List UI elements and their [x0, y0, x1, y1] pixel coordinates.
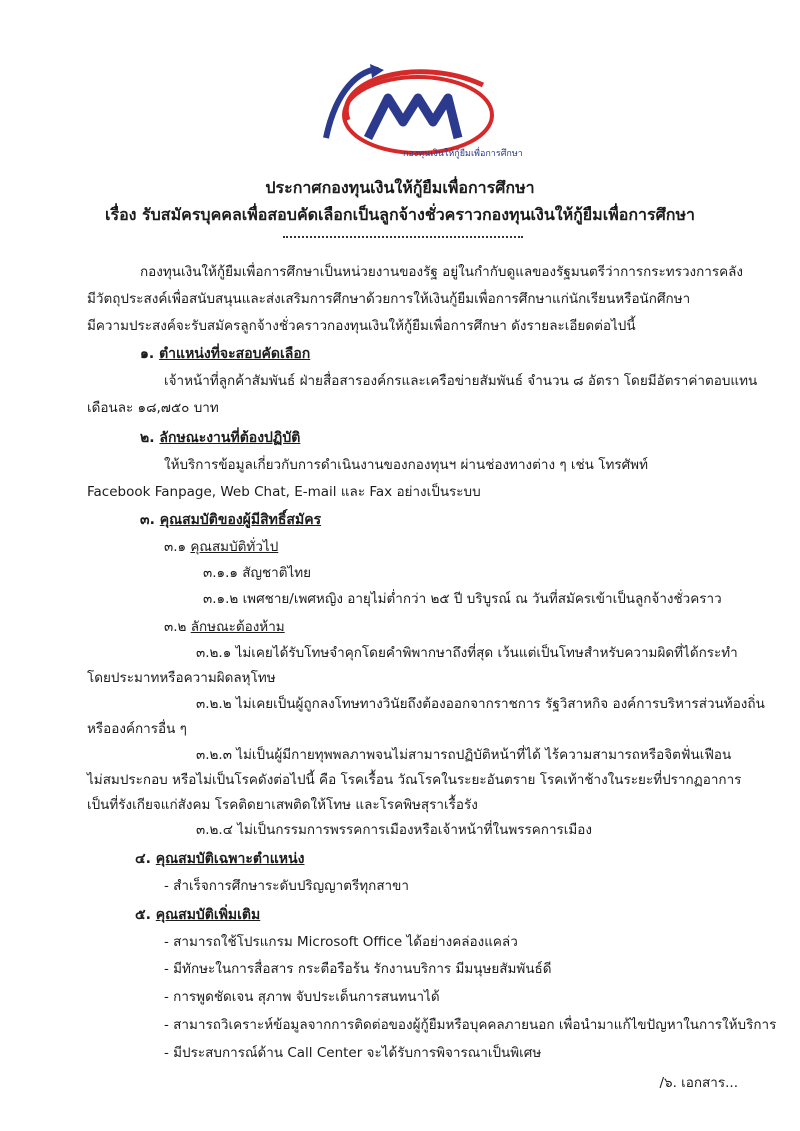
subsection-3-1-heading — [164, 537, 278, 557]
section-5-title: คุณสมบัติเพิ่มเติม — [155, 907, 261, 923]
section-5-item-1: - สามารถใช้โปรแกรม Microsoft Office ได้อย่างคล่องแคล่ว — [164, 934, 518, 950]
section-5-item-4: - สามารถวิเคราะห์ข้อมูลจากการติดต่อของผู้กู้ยืมหรือบุคคลภายนอก เพื่อนำมาแก้ไขปัญหาในการให้บริการ — [164, 1017, 777, 1033]
item-3-2-2: ๓.๒.๒ ไม่เคยเป็นผู้ถูกลงโทษทางวินัยถึงต้องออกจากราชการ รัฐวิสาหกิจ องค์การบริหารส่วนท้องถิ่น — [196, 696, 765, 712]
section-1-line-1: เจ้าหน้าที่ลูกค้าสัมพันธ์ ฝ่ายสื่อสารองค์กรและเครือข่ายสัมพันธ์ จำนวน ๘ อัตรา โดยมีอัตราค่าตอบแทน — [164, 373, 758, 389]
logo-graphic — [308, 60, 523, 160]
section-3-heading — [140, 510, 321, 530]
section-2-number: ๒. — [140, 430, 155, 446]
item-3-2-4: ๓.๒.๔ ไม่เป็นกรรมการพรรคการเมืองหรือเจ้าหน้าที่ในพรรคการเมือง — [196, 822, 592, 838]
intro-line-1: กองทุนเงินให้กู้ยืมเพื่อการศึกษาเป็นหน่วยงานของรัฐ อยู่ในกำกับดูแลของรัฐมนตรีว่าการกระทรวงการคลัง — [140, 264, 744, 280]
item-3-1-2: ๓.๑.๒ เพศชาย/เพศหญิง อายุไม่ต่ำกว่า ๒๕ ปี บริบูรณ์ ณ วันที่สมัครเข้าเป็นลูกจ้างชั่วคราว — [203, 591, 722, 607]
announcement-title: ประกาศกองทุนเงินให้กู้ยืมเพื่อการศึกษา — [265, 178, 535, 197]
section-3-title: คุณสมบัติของผู้มีสิทธิ์สมัคร — [159, 512, 322, 528]
section-2-heading — [140, 428, 300, 448]
item-3-1-1: ๓.๑.๑ สัญชาติไทย — [203, 565, 312, 581]
section-1-line-2: เดือนละ ๑๘,๗๕๐ บาท — [87, 400, 219, 416]
section-2-title: ลักษณะงานที่ต้องปฏิบัติ — [159, 430, 301, 446]
intro-line-2: มีวัตถุประสงค์เพื่อสนับสนุนและส่งเสริมการศึกษาด้วยการให้เงินกู้ยืมเพื่อการศึกษาแก่นักเรียนหรือนักศึกษา — [87, 291, 691, 307]
subsection-3-2-heading — [164, 617, 285, 637]
item-3-2-3: ๓.๒.๓ ไม่เป็นผู้มีกายทุพพลภาพจนไม่สามารถปฏิบัติหน้าที่ได้ ไร้ความสามารถหรือจิตฟั่นเฟือน — [196, 747, 732, 763]
section-4-title: คุณสมบัติเฉพาะตำแหน่ง — [155, 851, 305, 867]
section-2-line-1: ให้บริการข้อมูลเกี่ยวกับการดำเนินงานของกองทุนฯ ผ่านช่องทางต่าง ๆ เช่น โทรศัพท์ — [164, 457, 648, 473]
subsection-3-2-number: ๓.๒ — [164, 619, 187, 635]
section-5-item-5: - มีประสบการณ์ด้าน Call Center จะได้รับการพิจารณาเป็นพิเศษ — [164, 1045, 542, 1061]
section-4-number: ๔. — [135, 851, 151, 867]
item-3-2-2-cont: หรือองค์การอื่น ๆ — [87, 721, 187, 737]
item-3-2-3-cont-2: เป็นที่รังเกียจแก่สังคม โรคติดยาเสพติดให้โทษ และโรคพิษสุราเรื้อรัง — [87, 797, 478, 813]
section-2-line-2: Facebook Fanpage, Web Chat, E-mail และ Fax อย่างเป็นระบบ — [87, 484, 481, 500]
subsection-3-2-title: ลักษณะต้องห้าม — [190, 619, 285, 635]
subsection-3-1-title: คุณสมบัติทั่วไป — [190, 539, 279, 555]
item-3-2-3-cont-1: ไม่สมประกอบ หรือไม่เป็นโรคดังต่อไปนี้ คือ โรคเรื้อน วัณโรคในระยะอันตราย โรคเท้าช้างในระยะที่ปรากฏอาการ — [87, 772, 742, 788]
section-5-number: ๕. — [135, 907, 151, 923]
section-1-heading — [140, 344, 310, 364]
item-3-2-1-cont: โดยประมาทหรือความผิดลหุโทษ — [87, 670, 276, 686]
section-1-title: ตำแหน่งที่จะสอบคัดเลือก — [159, 346, 311, 362]
logo-caption: กองทุนเงินให้กู้ยืมเพื่อการศึกษา — [403, 149, 523, 159]
section-4-item-1: - สำเร็จการศึกษาระดับปริญญาตรีทุกสาขา — [164, 878, 409, 894]
section-1-number: ๑. — [140, 346, 155, 362]
continued-on-next-page: /๖. เอกสาร... — [659, 1075, 738, 1091]
subsection-3-1-number: ๓.๑ — [164, 539, 187, 555]
fund-logo — [308, 60, 523, 160]
item-3-2-1: ๓.๒.๑ ไม่เคยได้รับโทษจำคุกโดยคำพิพากษาถึงที่สุด เว้นแต่เป็นโทษสำหรับความผิดที่ได้กระทำ — [196, 645, 738, 661]
dotted-divider — [283, 236, 523, 238]
section-4-heading — [135, 849, 304, 869]
intro-line-3: มีความประสงค์จะรับสมัครลูกจ้างชั่วคราวกองทุนเงินให้กู้ยืมเพื่อการศึกษา ดังรายละเอียดต่อไปนี้ — [87, 318, 636, 334]
section-5-heading — [135, 905, 260, 925]
section-5-item-2: - มีทักษะในการสื่อสาร กระตือรือร้น รักงานบริการ มีมนุษยสัมพันธ์ดี — [164, 961, 552, 977]
section-5-item-3: - การพูดชัดเจน สุภาพ จับประเด็นการสนทนาได้ — [164, 989, 440, 1005]
section-3-number: ๓. — [140, 512, 155, 528]
announcement-subject: เรื่อง รับสมัครบุคคลเพื่อสอบคัดเลือกเป็นลูกจ้างชั่วคราวกองทุนเงินให้กู้ยืมเพื่อการศึกษา — [105, 205, 695, 224]
